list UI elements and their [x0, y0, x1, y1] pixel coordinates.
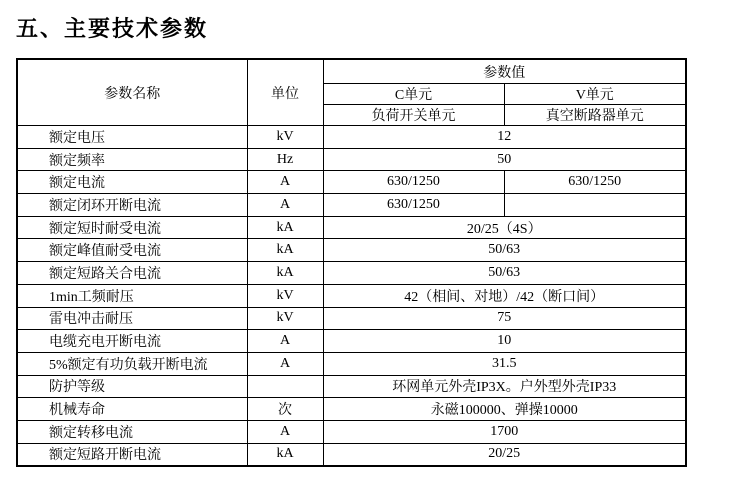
- param-name-cell: 防护等级: [17, 375, 247, 398]
- v-value-cell: [504, 194, 686, 217]
- parameters-table: [16, 58, 687, 467]
- value-cell: 20/25: [323, 443, 686, 466]
- table-row: [17, 330, 686, 353]
- unit-cell: kA: [247, 216, 323, 239]
- c-value-cell: 630/1250: [323, 194, 504, 217]
- header-param-name: 参数名称: [17, 59, 247, 126]
- value-cell: 42（相间、对地）/42（断口间）: [323, 284, 686, 307]
- param-name-cell: 额定短路关合电流: [17, 262, 247, 285]
- unit-cell: A: [247, 330, 323, 353]
- unit-cell: 次: [247, 398, 323, 421]
- header-unit: 单位: [247, 59, 323, 126]
- param-name-cell: 机械寿命: [17, 398, 247, 421]
- header-row-1: [17, 59, 686, 84]
- unit-cell: A: [247, 194, 323, 217]
- value-cell: 20/25（4S）: [323, 216, 686, 239]
- unit-cell: kV: [247, 126, 323, 149]
- header-param-value: 参数值: [323, 59, 686, 84]
- table-row: [17, 307, 686, 330]
- param-name-cell: 5%额定有功负载开断电流: [17, 352, 247, 375]
- value-cell: 永磁100000、弹操10000: [323, 398, 686, 421]
- v-value-cell: 630/1250: [504, 171, 686, 194]
- unit-cell: [247, 375, 323, 398]
- table-row: [17, 239, 686, 262]
- unit-cell: A: [247, 352, 323, 375]
- param-name-cell: 电缆充电开断电流: [17, 330, 247, 353]
- table-header: [17, 59, 686, 126]
- unit-cell: A: [247, 420, 323, 443]
- table-row: [17, 375, 686, 398]
- table-row: [17, 126, 686, 149]
- param-name-cell: 额定闭环开断电流: [17, 194, 247, 217]
- unit-cell: kA: [247, 262, 323, 285]
- value-cell: 环网单元外壳IP3X。户外型外壳IP33: [323, 375, 686, 398]
- param-name-cell: 额定电压: [17, 126, 247, 149]
- c-value-cell: 630/1250: [323, 171, 504, 194]
- value-cell: 50: [323, 148, 686, 171]
- param-name-cell: 额定电流: [17, 171, 247, 194]
- table-row: [17, 194, 686, 217]
- param-name-cell: 额定峰值耐受电流: [17, 239, 247, 262]
- unit-cell: kA: [247, 239, 323, 262]
- value-cell: 31.5: [323, 352, 686, 375]
- table-row: [17, 420, 686, 443]
- table-row: [17, 262, 686, 285]
- param-name-cell: 雷电冲击耐压: [17, 307, 247, 330]
- value-cell: 50/63: [323, 262, 686, 285]
- value-cell: 50/63: [323, 239, 686, 262]
- page-title: 五、主要技术参数: [16, 16, 209, 41]
- value-cell: 10: [323, 330, 686, 353]
- table-row: [17, 148, 686, 171]
- table-body: [17, 126, 686, 467]
- unit-cell: kV: [247, 307, 323, 330]
- table-row: [17, 443, 686, 466]
- param-name-cell: 额定频率: [17, 148, 247, 171]
- table-row: [17, 398, 686, 421]
- unit-cell: kA: [247, 443, 323, 466]
- value-cell: 12: [323, 126, 686, 149]
- table-row: [17, 216, 686, 239]
- table-row: [17, 284, 686, 307]
- param-name-cell: 1min工频耐压: [17, 284, 247, 307]
- unit-cell: kV: [247, 284, 323, 307]
- unit-cell: A: [247, 171, 323, 194]
- param-name-cell: 额定短时耐受电流: [17, 216, 247, 239]
- param-name-cell: 额定短路开断电流: [17, 443, 247, 466]
- value-cell: 75: [323, 307, 686, 330]
- header-c-subtitle: 负荷开关单元: [323, 105, 504, 126]
- header-v-subtitle: 真空断路器单元: [504, 105, 686, 126]
- unit-cell: Hz: [247, 148, 323, 171]
- header-v-unit: V单元: [504, 84, 686, 105]
- header-c-unit: C单元: [323, 84, 504, 105]
- value-cell: 1700: [323, 420, 686, 443]
- table-row: [17, 171, 686, 194]
- table-row: [17, 352, 686, 375]
- param-name-cell: 额定转移电流: [17, 420, 247, 443]
